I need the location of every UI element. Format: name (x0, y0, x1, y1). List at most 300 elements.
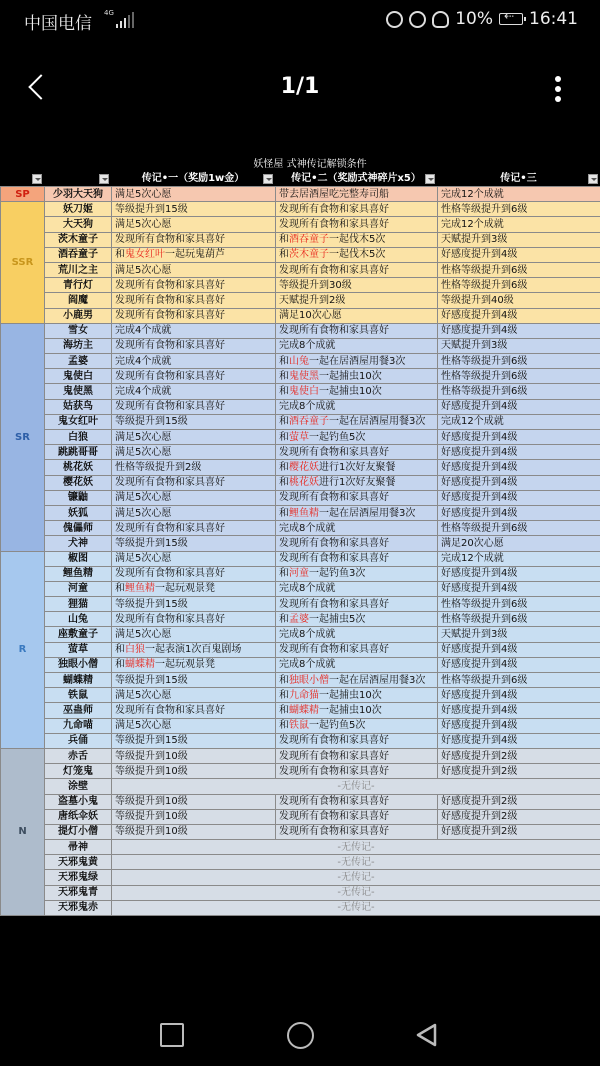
condition-text: 天赋提升到3级 (441, 340, 508, 352)
bio-3-condition (438, 460, 600, 475)
condition-text: 发现所有食物和家具喜好 (115, 613, 225, 625)
condition-text: 带去居酒屋吃完整寿司船 (279, 188, 389, 200)
condition-text: 等级提升到10级 (115, 750, 188, 762)
shikigami-name: 天邪鬼绿 (45, 870, 112, 885)
partner-name: 铁鼠 (289, 720, 309, 732)
partner-name: 酒吞童子 (289, 234, 329, 246)
condition-text: 性格等级提升到6级 (441, 279, 528, 291)
bio-2-condition (276, 262, 438, 277)
condition-text: 满足5次心愿 (115, 431, 172, 443)
bio-1-condition (112, 217, 276, 232)
bio-1-condition (112, 551, 276, 566)
condition-text: 和 (279, 249, 289, 261)
condition-text: 发现所有食物和家具喜好 (279, 598, 389, 610)
shikigami-name: 狸猫 (45, 597, 112, 612)
no-bio-cell: -无传记- (112, 855, 600, 870)
status-icons (386, 9, 578, 29)
table-row (1, 703, 600, 718)
bio-2-condition (276, 748, 438, 763)
condition-text: 发现所有食物和家具喜好 (279, 644, 389, 656)
bio-1-condition (112, 597, 276, 612)
partner-name: 酒吞童子 (289, 416, 329, 428)
shikigami-name: 座敷童子 (45, 627, 112, 642)
bio-2-condition (276, 536, 438, 551)
bio-3-condition (438, 612, 600, 627)
bio-2-condition (276, 308, 438, 323)
shikigami-name: 巫蛊师 (45, 703, 112, 718)
shikigami-name: 椒图 (45, 551, 112, 566)
condition-text: 好感度提升到2级 (441, 796, 518, 808)
table-row (1, 809, 600, 824)
header-name (44, 172, 111, 186)
bio-1-condition (112, 627, 276, 642)
condition-text: 一起捕虫10次 (319, 689, 382, 701)
bio-3-condition (438, 414, 600, 429)
bio-2-condition (276, 612, 438, 627)
bio-3-condition (438, 187, 600, 202)
condition-text: 一起玩观景凳 (155, 583, 215, 595)
condition-text: 发现所有食物和家具喜好 (279, 492, 389, 504)
header-rarity (0, 172, 44, 186)
bio-1-condition (112, 536, 276, 551)
bio-3-condition (438, 247, 600, 262)
condition-text: 发现所有食物和家具喜好 (115, 568, 225, 580)
bio-2-condition (276, 247, 438, 262)
header-bio-2: 传记•二（奖励式神碎片x5） (275, 172, 437, 186)
condition-text: 满足5次心愿 (115, 553, 172, 565)
condition-text: 完成8个成就 (279, 583, 336, 595)
shikigami-name: 茨木童子 (45, 232, 112, 247)
bio-1-condition (112, 566, 276, 581)
bio-2-condition (276, 688, 438, 703)
shikigami-name: 海坊主 (45, 338, 112, 353)
shikigami-name: 孟婆 (45, 354, 112, 369)
no-bio-cell: -无传记- (112, 885, 600, 900)
bio-1-condition (112, 187, 276, 202)
condition-text: 发现所有食物和家具喜好 (279, 765, 389, 777)
bio-1-condition (112, 384, 276, 399)
bio-3-condition (438, 642, 600, 657)
table-row (1, 900, 600, 915)
bio-3-condition (438, 430, 600, 445)
condition-text: 性格等级提升到6级 (441, 522, 528, 534)
condition-text: 和 (279, 507, 289, 519)
condition-text: 等级提升到15级 (115, 537, 188, 549)
condition-text: 和 (279, 674, 289, 686)
table-row (1, 612, 600, 627)
bio-2-condition (276, 642, 438, 657)
condition-text: 一起捕虫10次 (319, 704, 382, 716)
condition-text: 发现所有食物和家具喜好 (279, 446, 389, 458)
shikigami-name: 白狼 (45, 430, 112, 445)
bio-3-condition (438, 399, 600, 414)
shikigami-name: 涂壁 (45, 779, 112, 794)
bio-3-condition (438, 338, 600, 353)
table-row (1, 885, 600, 900)
condition-text: 好感度提升到4级 (441, 401, 518, 413)
condition-text: 好感度提升到4级 (441, 507, 518, 519)
partner-name: 河童 (289, 568, 309, 580)
condition-text: 和 (279, 689, 289, 701)
shikigami-name: 小鹿男 (45, 308, 112, 323)
condition-text: 等级提升到15级 (115, 598, 188, 610)
condition-text: 和 (279, 355, 289, 367)
table-row (1, 490, 600, 505)
bio-3-condition (438, 809, 600, 824)
condition-text: 好感度提升到4级 (441, 568, 518, 580)
condition-text: 和 (279, 386, 289, 398)
condition-text: 性格等级提升到2级 (115, 461, 202, 473)
condition-text: 发现所有食物和家具喜好 (115, 370, 225, 382)
condition-text: 一起玩观景凳 (155, 659, 215, 671)
bio-1-condition (112, 354, 276, 369)
shikigami-name: 阎魔 (45, 293, 112, 308)
bio-1-condition (112, 612, 276, 627)
condition-text: 好感度提升到4级 (441, 644, 518, 656)
no-bio-cell: -无传记- (112, 900, 600, 915)
condition-text: 和 (115, 249, 125, 261)
bio-2-condition (276, 202, 438, 217)
bio-2-condition (276, 824, 438, 839)
bio-2-condition (276, 581, 438, 596)
bio-1-condition (112, 430, 276, 445)
condition-text: 好感度提升到4级 (441, 249, 518, 261)
bio-1-condition (112, 642, 276, 657)
bio-2-condition (276, 338, 438, 353)
condition-text: 发现所有食物和家具喜好 (279, 264, 389, 276)
table-row (1, 369, 600, 384)
bio-2-condition (276, 217, 438, 232)
table-row (1, 505, 600, 520)
bio-1-condition (112, 718, 276, 733)
condition-text: 好感度提升到4级 (441, 704, 518, 716)
condition-text: 满足5次心愿 (115, 629, 172, 641)
condition-text: 性格等级提升到6级 (441, 386, 528, 398)
filter-dropdown-icon[interactable] (425, 174, 435, 184)
partner-name: 九命猫 (289, 689, 319, 701)
table-row (1, 840, 600, 855)
condition-text: 发现所有食物和家具喜好 (279, 811, 389, 823)
app-bar (0, 60, 600, 116)
shikigami-name: 青行灯 (45, 278, 112, 293)
table-row (1, 460, 600, 475)
bio-3-condition (438, 445, 600, 460)
alarm-icon (409, 11, 426, 28)
condition-text: 发现所有食物和家具喜好 (279, 750, 389, 762)
bio-3-condition (438, 536, 600, 551)
condition-text: 和 (115, 659, 125, 671)
bio-1-condition (112, 445, 276, 460)
condition-text: 进行1次好友聚餐 (319, 477, 396, 489)
filter-dropdown-icon[interactable] (263, 174, 273, 184)
filter-dropdown-icon[interactable] (99, 174, 109, 184)
shikigami-name: 大天狗 (45, 217, 112, 232)
condition-text: 满足5次心愿 (115, 188, 172, 200)
bio-1-condition (112, 490, 276, 505)
shikigami-name: 灯笼鬼 (45, 764, 112, 779)
condition-text: 完成8个成就 (279, 401, 336, 413)
condition-text: 性格等级提升到6级 (441, 598, 528, 610)
shikigami-name: 镰鼬 (45, 490, 112, 505)
bio-2-condition (276, 566, 438, 581)
bio-3-condition (438, 278, 600, 293)
partner-name: 桃花妖 (289, 477, 319, 489)
condition-text: 发现所有食物和家具喜好 (279, 325, 389, 337)
bio-2-condition (276, 278, 438, 293)
shikigami-name: 跳跳哥哥 (45, 445, 112, 460)
condition-text: 发现所有食物和家具喜好 (279, 735, 389, 747)
more-vertical-icon[interactable] (554, 72, 562, 102)
bio-3-condition (438, 566, 600, 581)
filter-dropdown-icon[interactable] (588, 174, 598, 184)
condition-text: 和 (279, 370, 289, 382)
square-icon[interactable] (160, 1023, 184, 1047)
condition-text: 发现所有食物和家具喜好 (115, 279, 225, 291)
table-row (1, 657, 600, 672)
table-row (1, 551, 600, 566)
shikigami-name: 鬼使白 (45, 369, 112, 384)
triangle-back-icon[interactable] (414, 1022, 440, 1048)
condition-text: 完成8个成就 (279, 629, 336, 641)
no-bio-cell: -无传记- (112, 870, 600, 885)
condition-text: 发现所有食物和家具喜好 (279, 796, 389, 808)
rarity-cell: SSR (1, 202, 45, 324)
condition-text: 完成4个成就 (115, 325, 172, 337)
shikigami-name: 鬼女红叶 (45, 414, 112, 429)
table-row (1, 399, 600, 414)
partner-name: 蝴蝶精 (125, 659, 155, 671)
bio-2-condition (276, 414, 438, 429)
partner-name: 鬼使白 (289, 386, 319, 398)
condition-text: 完成12个成就 (441, 218, 504, 230)
bio-3-condition (438, 262, 600, 277)
condition-text: 和 (279, 704, 289, 716)
rarity-cell: SP (1, 187, 45, 202)
partner-name: 鲤鱼精 (125, 583, 155, 595)
bio-2-condition (276, 445, 438, 460)
condition-text: 发现所有食物和家具喜好 (115, 294, 225, 306)
condition-text: 好感度提升到4级 (441, 689, 518, 701)
table-row (1, 597, 600, 612)
condition-text: 性格等级提升到6级 (441, 355, 528, 367)
shikigami-name: 桃花妖 (45, 460, 112, 475)
partner-name: 独眼小僧 (289, 674, 329, 686)
bio-2-condition (276, 551, 438, 566)
bio-1-condition (112, 733, 276, 748)
condition-text: 完成8个成就 (279, 522, 336, 534)
condition-text: 好感度提升到4级 (441, 735, 518, 747)
rarity-cell: N (1, 748, 45, 915)
condition-text: 等级提升到15级 (115, 416, 188, 428)
table-row (1, 581, 600, 596)
bio-3-condition (438, 475, 600, 490)
condition-text: 发现所有食物和家具喜好 (115, 234, 225, 246)
table-row (1, 430, 600, 445)
condition-text: 完成12个成就 (441, 188, 504, 200)
circle-icon[interactable] (287, 1022, 314, 1049)
table-row (1, 855, 600, 870)
table-row (1, 673, 600, 688)
header-row (0, 172, 600, 186)
condition-text: 发现所有食物和家具喜好 (279, 218, 389, 230)
bio-1-condition (112, 338, 276, 353)
condition-text: 等级提升到15级 (115, 674, 188, 686)
condition-text: 一起在居酒屋用餐3次 (319, 507, 416, 519)
condition-text: 一起捕虫10次 (319, 370, 382, 382)
bio-2-condition (276, 430, 438, 445)
shikigami-name: 天邪鬼青 (45, 885, 112, 900)
condition-text: 和 (279, 613, 289, 625)
bio-2-condition (276, 490, 438, 505)
condition-text: 发现所有食物和家具喜好 (115, 704, 225, 716)
condition-text: 等级提升到10级 (115, 796, 188, 808)
condition-text: 完成8个成就 (279, 340, 336, 352)
shikigami-name: 樱花妖 (45, 475, 112, 490)
condition-text: 满足5次心愿 (115, 492, 172, 504)
partner-name: 萤草 (289, 431, 309, 443)
status-bar (0, 0, 600, 40)
spreadsheet-image[interactable] (0, 158, 600, 916)
bio-3-condition (438, 551, 600, 566)
shikigami-name: 傀儡师 (45, 521, 112, 536)
bio-1-condition (112, 278, 276, 293)
condition-text: 完成8个成就 (279, 659, 336, 671)
bio-2-condition (276, 703, 438, 718)
partner-name: 鬼使黑 (289, 370, 319, 382)
shikigami-name: 铁鼠 (45, 688, 112, 703)
condition-text: 发现所有食物和家具喜好 (115, 522, 225, 534)
condition-text: 好感度提升到4级 (441, 492, 518, 504)
bio-2-condition (276, 521, 438, 536)
condition-text: 性格等级提升到6级 (441, 203, 528, 215)
table-row (1, 323, 600, 338)
bio-2-condition (276, 293, 438, 308)
table-row (1, 688, 600, 703)
condition-text: 和 (279, 477, 289, 489)
condition-text: 等级提升到15级 (115, 735, 188, 747)
shikigami-name: 妖狐 (45, 505, 112, 520)
condition-text: 性格等级提升到6级 (441, 370, 528, 382)
bio-1-condition (112, 809, 276, 824)
table-row (1, 642, 600, 657)
shikigami-name: 帚神 (45, 840, 112, 855)
bio-3-condition (438, 521, 600, 536)
condition-text: 性格等级提升到6级 (441, 264, 528, 276)
condition-text: 和 (279, 431, 289, 443)
condition-text: 发现所有食物和家具喜好 (279, 203, 389, 215)
condition-text: 完成4个成就 (115, 386, 172, 398)
table-row (1, 718, 600, 733)
bio-1-condition (112, 399, 276, 414)
shikigami-name: 唐纸伞妖 (45, 809, 112, 824)
table-row (1, 824, 600, 839)
shikigami-name: 独眼小僧 (45, 657, 112, 672)
rarity-cell: R (1, 551, 45, 748)
partner-name: 白狼 (125, 644, 145, 656)
bio-2-condition (276, 809, 438, 824)
condition-text: 一起在居酒屋用餐3次 (309, 355, 406, 367)
condition-text: 等级提升到15级 (115, 203, 188, 215)
table-row (1, 232, 600, 247)
bio-3-condition (438, 293, 600, 308)
shikigami-name: 酒吞童子 (45, 247, 112, 262)
shikigami-name: 九命喵 (45, 718, 112, 733)
bio-2-condition (276, 627, 438, 642)
condition-text: 一起钓鱼3次 (309, 568, 366, 580)
bio-3-condition (438, 657, 600, 672)
bio-1-condition (112, 202, 276, 217)
table-row (1, 187, 600, 202)
bio-1-condition (112, 521, 276, 536)
table-row (1, 627, 600, 642)
table-row (1, 414, 600, 429)
shikigami-name: 少羽大天狗 (45, 187, 112, 202)
table-row (1, 870, 600, 885)
condition-text: 性格等级提升到6级 (441, 613, 528, 625)
bio-2-condition (276, 505, 438, 520)
bio-2-condition (276, 399, 438, 414)
bio-2-condition (276, 369, 438, 384)
bio-3-condition (438, 703, 600, 718)
condition-text: 一起玩鬼葫芦 (165, 249, 225, 261)
shikigami-name: 鬼使黑 (45, 384, 112, 399)
bio-1-condition (112, 505, 276, 520)
bio-3-condition (438, 505, 600, 520)
shikigami-name: 天邪鬼赤 (45, 900, 112, 915)
condition-text: 发现所有食物和家具喜好 (279, 826, 389, 838)
table-row (1, 278, 600, 293)
partner-name: 山兔 (289, 355, 309, 367)
bio-3-condition (438, 748, 600, 763)
clock: 16:41 (529, 9, 578, 29)
bio-3-condition (438, 627, 600, 642)
table-row (1, 748, 600, 763)
filter-dropdown-icon[interactable] (32, 174, 42, 184)
speed-gauge-icon (432, 11, 449, 28)
condition-text: 好感度提升到4级 (441, 583, 518, 595)
sheet-title: 妖怪屋 式神传记解锁条件 (253, 159, 367, 170)
condition-text: 等级提升到30级 (279, 279, 352, 291)
bio-3-condition (438, 764, 600, 779)
condition-text: 满足5次心愿 (115, 218, 172, 230)
bio-2-condition (276, 657, 438, 672)
shikigami-name: 赤舌 (45, 748, 112, 763)
bio-2-condition (276, 733, 438, 748)
bio-2-condition (276, 460, 438, 475)
shikigami-name: 妖刀姬 (45, 202, 112, 217)
battery-charging-icon (499, 13, 523, 25)
table-row (1, 536, 600, 551)
table-row (1, 445, 600, 460)
table-row (1, 338, 600, 353)
bio-3-condition (438, 323, 600, 338)
bio-1-condition (112, 764, 276, 779)
bio-1-condition (112, 794, 276, 809)
partner-name: 孟婆 (289, 613, 309, 625)
table-row (1, 262, 600, 277)
header-bio-3: 传记•三 (437, 172, 600, 186)
condition-text: 发现所有食物和家具喜好 (115, 477, 225, 489)
page-counter: 1/1 (280, 74, 320, 99)
condition-text: 满足5次心愿 (115, 720, 172, 732)
system-nav-bar (0, 1005, 600, 1065)
partner-name: 茨木童子 (289, 249, 329, 261)
condition-text: 满足5次心愿 (115, 689, 172, 701)
condition-text: 好感度提升到2级 (441, 750, 518, 762)
bio-2-condition (276, 597, 438, 612)
condition-text: 一起在居酒屋用餐3次 (329, 416, 426, 428)
condition-text: 天赋提升到3级 (441, 629, 508, 641)
